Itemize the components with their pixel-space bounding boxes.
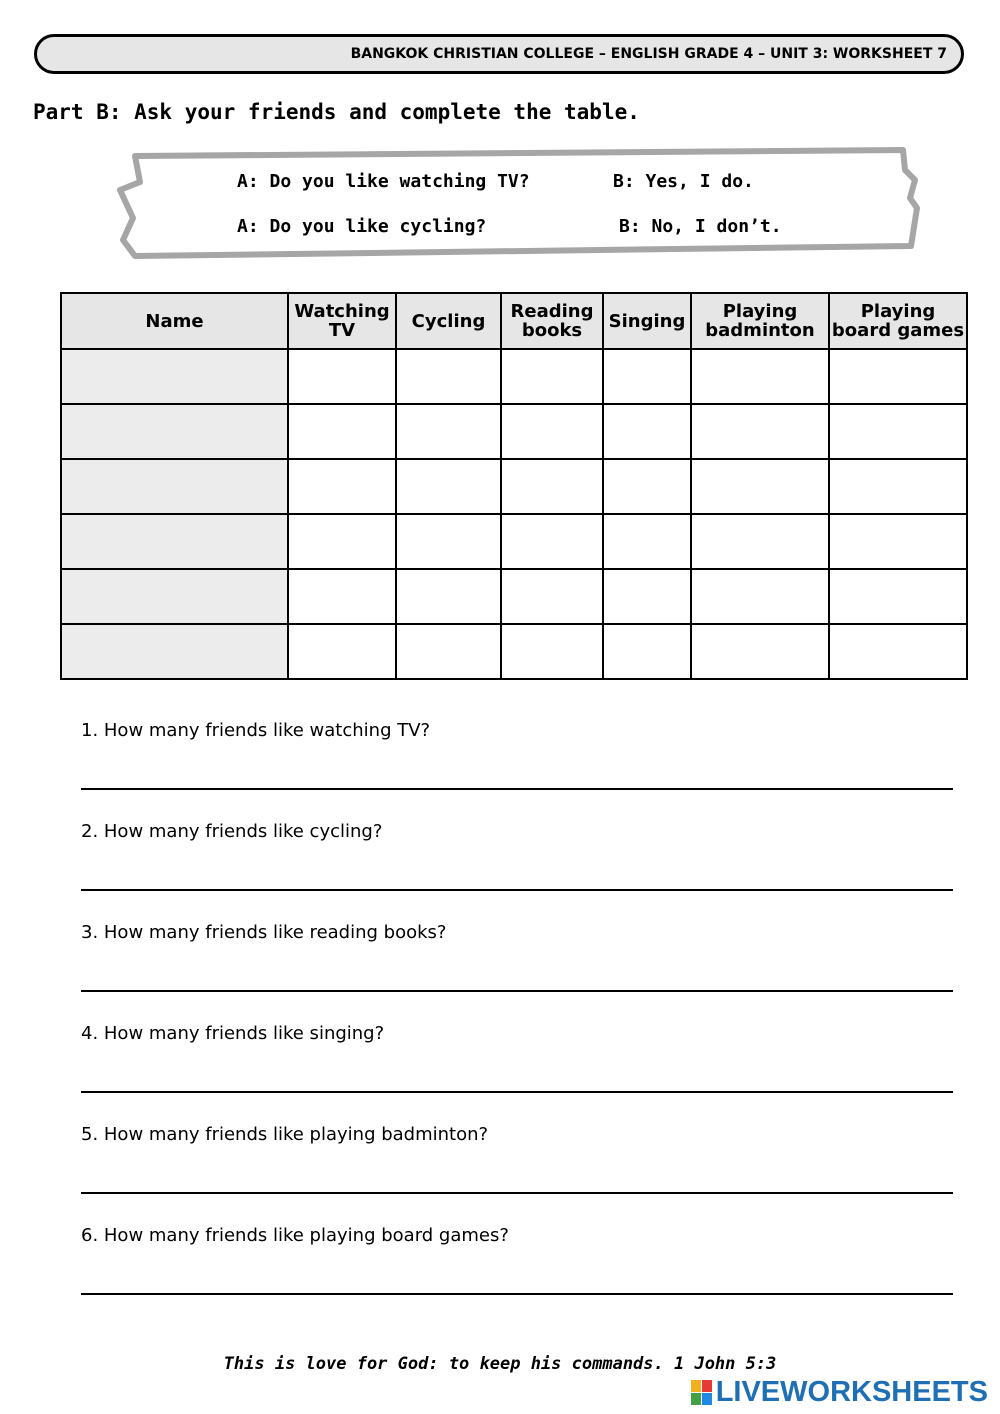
name-cell[interactable] xyxy=(61,459,288,514)
answer-cell[interactable] xyxy=(829,459,967,514)
answer-cell[interactable] xyxy=(396,349,501,404)
survey-table xyxy=(60,292,968,680)
liveworksheets-logo-icon xyxy=(691,1380,713,1406)
answer-cell[interactable] xyxy=(603,624,691,679)
name-cell[interactable] xyxy=(61,514,288,569)
answer-cell[interactable] xyxy=(829,569,967,624)
header-playing-badminton-line1: Playing xyxy=(722,301,798,322)
answer-cell[interactable] xyxy=(501,349,603,404)
name-cell[interactable] xyxy=(61,569,288,624)
header-bar xyxy=(34,34,964,74)
answer-cell[interactable] xyxy=(691,349,829,404)
answer-cell[interactable] xyxy=(396,459,501,514)
header-playing-board-games xyxy=(829,293,967,349)
question-3: 3. How many friends like reading books? xyxy=(81,922,447,943)
table-header-row xyxy=(61,293,967,349)
header-playing-board-games-line2: board games xyxy=(831,320,965,341)
answer-cell[interactable] xyxy=(288,349,396,404)
header-playing-badminton xyxy=(691,293,829,349)
name-cell[interactable] xyxy=(61,349,288,404)
question-2: 2. How many friends like cycling? xyxy=(81,821,383,842)
answer-cell[interactable] xyxy=(603,569,691,624)
header-singing xyxy=(603,293,691,349)
question-1: 1. How many friends like watching TV? xyxy=(81,720,431,741)
answer-cell[interactable] xyxy=(603,349,691,404)
liveworksheets-logo xyxy=(691,1376,988,1409)
answer-cell[interactable] xyxy=(829,624,967,679)
answer-cell[interactable] xyxy=(396,569,501,624)
header-playing-board-games-line1: Playing xyxy=(860,301,936,322)
answer-cell[interactable] xyxy=(501,514,603,569)
header-reading-books xyxy=(501,293,603,349)
dialog-answer-2: B: No, I don’t. xyxy=(619,216,782,237)
answer-cell[interactable] xyxy=(829,514,967,569)
part-title: Part B: Ask your friends and complete the table. xyxy=(33,100,640,124)
table-row xyxy=(61,404,967,459)
answer-cell[interactable] xyxy=(691,624,829,679)
answer-cell[interactable] xyxy=(501,624,603,679)
table-row xyxy=(61,624,967,679)
answer-cell[interactable] xyxy=(288,459,396,514)
answer-line-2[interactable] xyxy=(81,889,953,891)
answer-cell[interactable] xyxy=(501,404,603,459)
answer-line-4[interactable] xyxy=(81,1091,953,1093)
header-playing-badminton-line2: badminton xyxy=(705,320,815,341)
answer-cell[interactable] xyxy=(691,404,829,459)
answer-cell[interactable] xyxy=(829,404,967,459)
header-name xyxy=(61,293,288,349)
header-title: BANGKOK CHRISTIAN COLLEGE – ENGLISH GRADE 4 – UNIT 3: WORKSHEET 7 xyxy=(350,46,947,62)
dialog-question-2: A: Do you like cycling? xyxy=(237,216,487,237)
table-row xyxy=(61,569,967,624)
header-watching-tv xyxy=(288,293,396,349)
answer-cell[interactable] xyxy=(288,514,396,569)
question-5: 5. How many friends like playing badminton? xyxy=(81,1124,489,1145)
answer-cell[interactable] xyxy=(288,404,396,459)
answer-cell[interactable] xyxy=(691,459,829,514)
answer-cell[interactable] xyxy=(396,404,501,459)
answer-line-6[interactable] xyxy=(81,1293,953,1295)
dialog-question-1: A: Do you like watching TV? xyxy=(237,171,530,192)
question-6: 6. How many friends like playing board games? xyxy=(81,1225,509,1246)
header-singing-label: Singing xyxy=(608,310,686,332)
table-row xyxy=(61,514,967,569)
answer-cell[interactable] xyxy=(691,569,829,624)
answer-line-1[interactable] xyxy=(81,788,953,790)
header-cycling-label: Cycling xyxy=(411,310,486,332)
header-cycling xyxy=(396,293,501,349)
answer-line-5[interactable] xyxy=(81,1192,953,1194)
dialog-frame xyxy=(115,146,925,264)
answer-line-3[interactable] xyxy=(81,990,953,992)
question-4: 4. How many friends like singing? xyxy=(81,1023,385,1044)
header-reading-books-line2: books xyxy=(521,320,583,341)
answer-cell[interactable] xyxy=(603,514,691,569)
bible-quote: This is love for God: to keep his commands. 1 John 5:3 xyxy=(223,1354,777,1374)
table-row xyxy=(61,459,967,514)
answer-cell[interactable] xyxy=(288,624,396,679)
liveworksheets-logo-text: LIVEWORKSHEETS xyxy=(715,1376,988,1408)
answer-cell[interactable] xyxy=(501,569,603,624)
answer-cell[interactable] xyxy=(396,514,501,569)
header-name-label: Name xyxy=(145,310,204,332)
answer-cell[interactable] xyxy=(603,459,691,514)
header-reading-books-line1: Reading xyxy=(510,301,594,322)
answer-cell[interactable] xyxy=(288,569,396,624)
dialog-answer-1: B: Yes, I do. xyxy=(613,171,754,192)
answer-cell[interactable] xyxy=(603,404,691,459)
answer-cell[interactable] xyxy=(691,514,829,569)
answer-cell[interactable] xyxy=(396,624,501,679)
answer-cell[interactable] xyxy=(501,459,603,514)
name-cell[interactable] xyxy=(61,624,288,679)
header-watching-tv-line2: TV xyxy=(328,320,356,341)
name-cell[interactable] xyxy=(61,404,288,459)
header-watching-tv-line1: Watching xyxy=(294,301,390,322)
answer-cell[interactable] xyxy=(829,349,967,404)
table-row xyxy=(61,349,967,404)
